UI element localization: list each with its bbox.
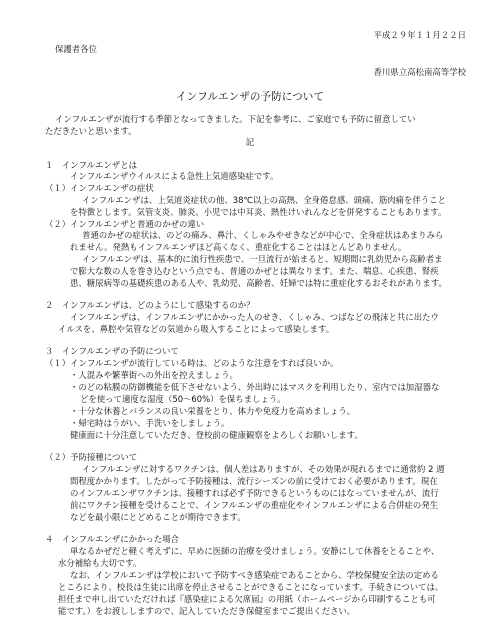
body-line: インフルエンザは、基本的に流行性疾患で、一旦流行が始まると、短期間に乳幼児から高齢者ま bbox=[82, 254, 443, 264]
issue-date: 平成２９年１１月２２日 bbox=[373, 30, 466, 40]
body-line: れません。発熱もインフルエンザほど高くなく、重症化することはほとんどありません。 bbox=[70, 242, 407, 252]
body-line: インフルエンザは、上気道炎症状の他、38℃以上の高熱、全身倦怠感、頭痛、筋肉痛を伴うこと bbox=[82, 195, 446, 205]
body-line: のインフルエンザワクチンは、接種すれば必ず予防できるというものにはなっていませんが、流行 bbox=[70, 488, 439, 498]
body-line: を特徴とします。気管支炎、肺炎、小児では中耳炎、熱性けいれんなどを併発することもあります。 bbox=[70, 207, 447, 217]
subsection-heading: （１）インフルエンザが流行している時は、どのような注意をすれば良いか。 bbox=[45, 358, 339, 368]
sender-school: 香川県立高松南高等学校 bbox=[373, 67, 466, 77]
page-title: インフルエンザの予防について bbox=[176, 91, 324, 103]
bullet-line: ・帰宅時はうがい、手洗いをしましょう。 bbox=[70, 418, 230, 428]
body-line: インフルエンザは、インフルエンザにかかった人のせき、くしゃみ、つばなどの飛沫と共に出たウ bbox=[70, 312, 439, 322]
body-line: インフルエンザに対するワクチンは、個人差はありますが、その効果が現れるまでに通常約 2 週 bbox=[82, 464, 445, 474]
subsection-heading: （１）インフルエンザの症状 bbox=[45, 183, 154, 193]
body-line: 前にワクチン接種を受けることで、インフルエンザの重症化やインフルエンザによる合併症の発生 bbox=[70, 500, 439, 510]
subsection-heading: （２）インフルエンザと普通のかぜの違い bbox=[45, 219, 205, 229]
body-line: ところにより、校長は生徒に出席を停止させることができることになっています。手続きについては、 bbox=[58, 582, 444, 592]
body-line: で膨大な数の人を巻き込むという点でも、普通のかぜとは異なります。また、喘息、心疾患、腎疾 bbox=[70, 266, 439, 276]
body-line: 単なるかぜだと軽く考えずに、早めに医師の治療を受けましょう。安静にして休養をとることや、 bbox=[70, 546, 440, 556]
body-line: などを最小限にとどめることが期待できます。 bbox=[70, 512, 246, 522]
body-line: 患、糖尿病等の基礎疾患のある人や、乳幼児、高齢者、妊婦では特に重症化するおそれがあります。 bbox=[70, 278, 447, 288]
intro-line: インフルエンザが流行する季節となってきました。下記を参考に、ご家庭でも予防に留意してい bbox=[55, 114, 416, 124]
section-heading: ４ インフルエンザにかかった場合 bbox=[45, 534, 179, 544]
body-line: 能です。）をお渡ししますので、記入していただき保健室までご提出ください。 bbox=[58, 606, 356, 616]
body-line: 健康面に十分注意していただき、登校前の健康観察をよろしくお願いします。 bbox=[70, 430, 363, 440]
section-heading: １ インフルエンザとは bbox=[45, 160, 138, 170]
section-text: インフルエンザウイルスによる急性上気道感染症です。 bbox=[70, 171, 279, 181]
body-line: 間程度かかります。したがって予防接種は、流行シーズンの前に受けておく必要があります。現在 bbox=[70, 476, 438, 486]
section-heading: ３ インフルエンザの予防について bbox=[45, 346, 179, 356]
intro-line: ただきたいと思います。 bbox=[45, 126, 137, 136]
bullet-line: ・人混みや繁華街への外出を控えましょう。 bbox=[70, 370, 238, 380]
ki-marker: 記 bbox=[245, 137, 255, 147]
body-line: 普通のかぜの症状は、のどの痛み、鼻汁、くしゃみやせきなどが中心で、全身症状はあまりみら bbox=[82, 230, 444, 240]
body-line: イルスを、鼻腔や気管などの気道から吸入することによって感染します。 bbox=[58, 324, 335, 334]
subsection-heading: （２）予防接種について bbox=[45, 452, 138, 462]
body-line: 担任まで申し出ていただければ『感染症による欠席届』の用紙（ホームページから印刷することも可 bbox=[58, 594, 436, 604]
section-heading: ２ インフルエンザは、どのようにして感染するのか？ bbox=[45, 300, 255, 310]
bullet-line: どを使って適度な湿度（50～60%）を保ちましょう。 bbox=[80, 394, 286, 404]
bullet-line: ・のどの粘膜の防御機能を低下させないよう、外出時にはマスクを利用したり、室内では加湿器な bbox=[70, 382, 440, 392]
recipient: 保護者各位 bbox=[55, 44, 97, 54]
body-line: 水分補給も大切です。 bbox=[58, 558, 142, 568]
body-line: なお、インフルエンザは学校において予防すべき感染症であることから、学校保健安全法の定める bbox=[70, 570, 439, 580]
bullet-line: ・十分な休養とバランスの良い栄養をとり、体力や免疫力を高めましょう。 bbox=[70, 406, 356, 416]
